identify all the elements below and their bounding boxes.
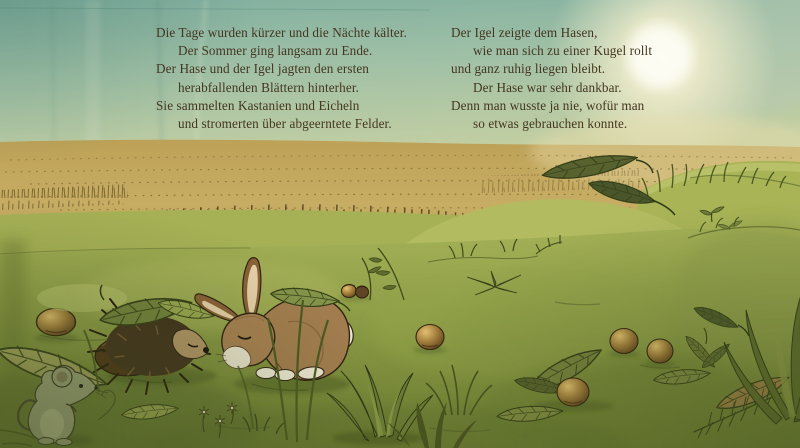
story-line: Der Sommer ging langsam zu Ende. bbox=[178, 43, 373, 59]
right-page-text bbox=[451, 24, 711, 133]
story-line: und stromerten über abgeerntete Felder. bbox=[178, 116, 392, 132]
story-line: herabfallenden Blättern hinterher. bbox=[178, 79, 359, 95]
story-line: Die Tage wurden kürzer und die Nächte kälter. bbox=[156, 25, 407, 40]
story-line: Sie sammelten Kastanien und Eicheln bbox=[156, 97, 360, 113]
story-line: Denn man wusste ja nie, wofür man bbox=[451, 97, 645, 113]
story-line: so etwas gebrauchen konnte. bbox=[473, 116, 628, 132]
story-line: und ganz ruhig liegen bleibt. bbox=[451, 61, 606, 77]
story-line: Der Igel zeigte dem Hasen, bbox=[451, 25, 598, 40]
story-line: wie man sich zu einer Kugel rollt bbox=[473, 43, 653, 59]
left-page-text bbox=[156, 24, 436, 133]
story-line: Der Hase und der Igel jagten den ersten bbox=[156, 61, 369, 77]
story-line: Der Hase war sehr dankbar. bbox=[473, 79, 622, 95]
